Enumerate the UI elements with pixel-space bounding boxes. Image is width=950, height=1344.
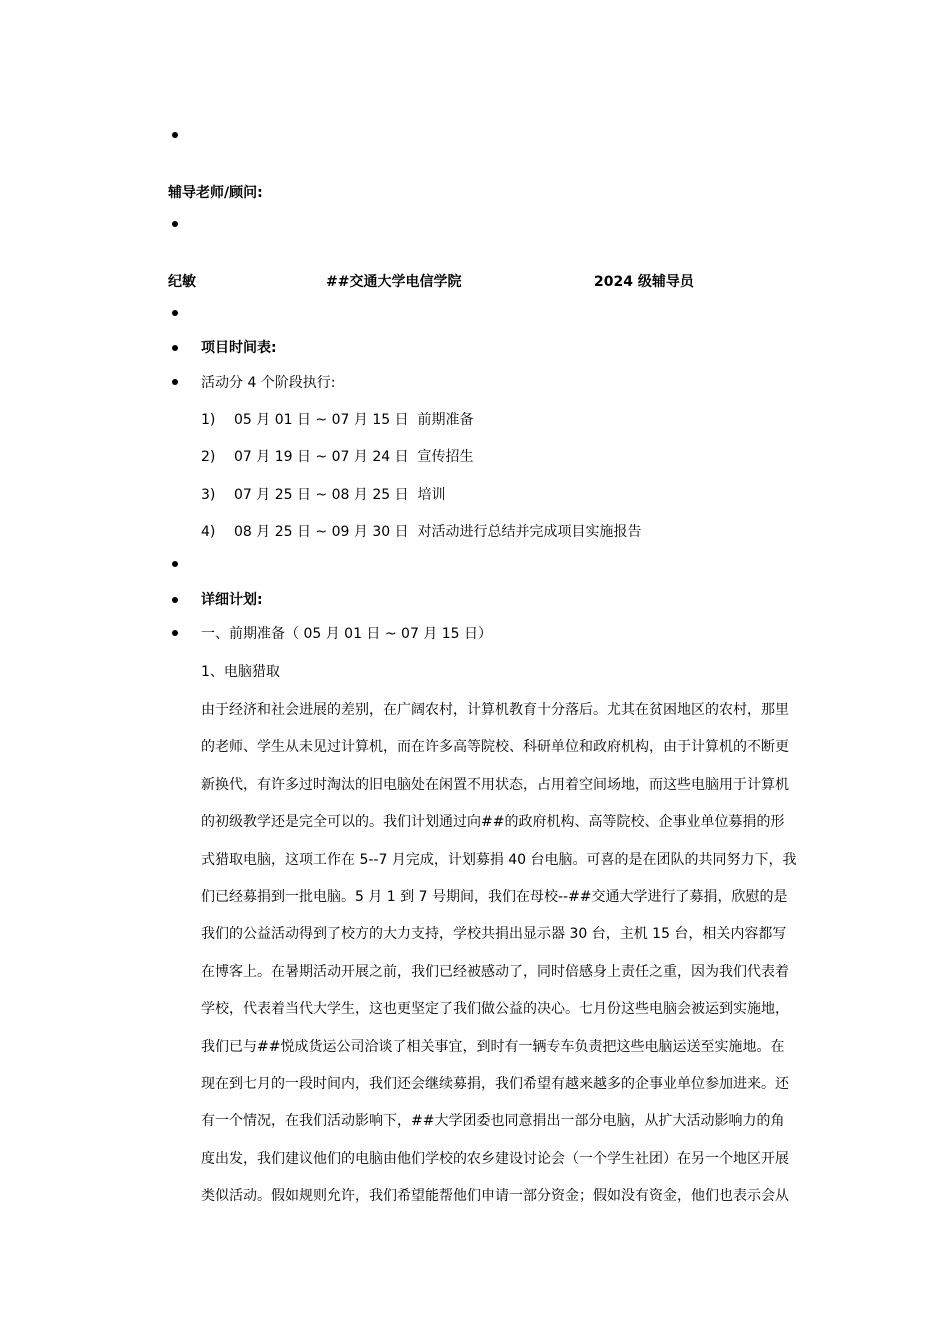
timeline-item-number: 2)	[201, 449, 216, 465]
bullet-icon	[172, 561, 178, 567]
plan-heading: 详细计划:	[201, 592, 263, 608]
plan-phase1: 一、前期准备（ 05 月 01 日 ~ 07 月 15 日）	[201, 626, 493, 642]
timeline-heading: 项目时间表:	[201, 340, 277, 356]
plan-sub1: 1、电脑猎取	[201, 664, 280, 680]
timeline-item-text: 08 月 25 日 ~ 09 月 30 日 对活动进行总结并完成项目实施报告	[234, 524, 642, 540]
paragraph-line: 式猎取电脑，这项工作在 5--7 月完成，计划募捐 40 台电脑。可喜的是在团队的共同努力下，我	[201, 851, 797, 868]
paragraph-line: 有一个情况，在我们活动影响下，##大学团委也同意捐出一部分电脑，从扩大活动影响力的角	[201, 1113, 785, 1130]
timeline-item-text: 05 月 01 日 ~ 07 月 15 日 前期准备	[234, 412, 474, 428]
timeline-item-number: 3)	[201, 487, 216, 503]
timeline-item-number: 4)	[201, 524, 216, 540]
paragraph-line: 我们已与##悦成货运公司洽谈了相关事宜，到时有一辆专车负责把这些电脑运送至实施地。在	[201, 1038, 785, 1055]
paragraph-line: 们已经募捐到一批电脑。5 月 1 到 7 号期间，我们在母校--##交通大学进行了募捐，欣慰的是	[201, 888, 788, 905]
paragraph-line: 新换代，有许多过时淘汰的旧电脑处在闲置不用状态，占用着空间场地，而这些电脑用于计算机	[201, 776, 789, 793]
paragraph-line: 学校，代表着当代大学生，这也更坚定了我们做公益的决心。七月份这些电脑会被运到实施地，	[201, 1001, 789, 1018]
advisor-role: 2024 级辅导员	[594, 274, 694, 290]
timeline-intro: 活动分 4 个阶段执行:	[201, 375, 336, 391]
timeline-item-text: 07 月 25 日 ~ 08 月 25 日 培训	[234, 487, 446, 503]
advisor-name: 纪敏	[168, 274, 196, 290]
timeline-item-number: 1)	[201, 412, 216, 428]
bullet-icon	[172, 379, 178, 385]
timeline-item-text: 07 月 19 日 ~ 07 月 24 日 宣传招生	[234, 449, 474, 465]
bullet-icon	[172, 630, 178, 636]
paragraph-line: 度出发，我们建议他们的电脑由他们学校的农乡建设讨论会（一个学生社团）在另一个地区开展	[201, 1150, 789, 1167]
paragraph-line: 的老师、学生从未见过计算机，而在许多高等院校、科研单位和政府机构，由于计算机的不断更	[201, 739, 789, 756]
paragraph-line: 由于经济和社会进展的差别，在广阔农村，计算机教育十分落后。尤其在贫困地区的农村，那里	[201, 702, 789, 718]
bullet-icon	[172, 345, 178, 351]
paragraph-line: 我们的公益活动得到了校方的大力支持，学校共捐出显示器 30 台，主机 15 台，相关内容都写	[201, 926, 787, 943]
bullet-icon	[172, 310, 178, 316]
advisor-org: ##交通大学电信学院	[326, 274, 462, 290]
advisor-heading: 辅导老师/顾问:	[168, 185, 263, 201]
bullet-icon	[172, 221, 178, 227]
plan-paragraph	[201, 700, 811, 1223]
bullet-icon	[172, 597, 178, 603]
paragraph-line: 类似活动。假如规则允许，我们希望能帮他们申请一部分资金；假如没有资金，他们也表示会从	[201, 1188, 789, 1205]
paragraph-line: 在博客上。在暑期活动开展之前，我们已经被感动了，同时倍感身上责任之重，因为我们代表着	[201, 963, 789, 980]
paragraph-line: 的初级教学还是完全可以的。我们计划通过向##的政府机构、高等院校、企事业单位募捐的形	[201, 814, 785, 831]
paragraph-line: 现在到七月的一段时间内，我们还会继续募捐，我们希望有越来越多的企事业单位参加进来。还	[201, 1075, 789, 1092]
bullet-icon	[172, 132, 178, 138]
